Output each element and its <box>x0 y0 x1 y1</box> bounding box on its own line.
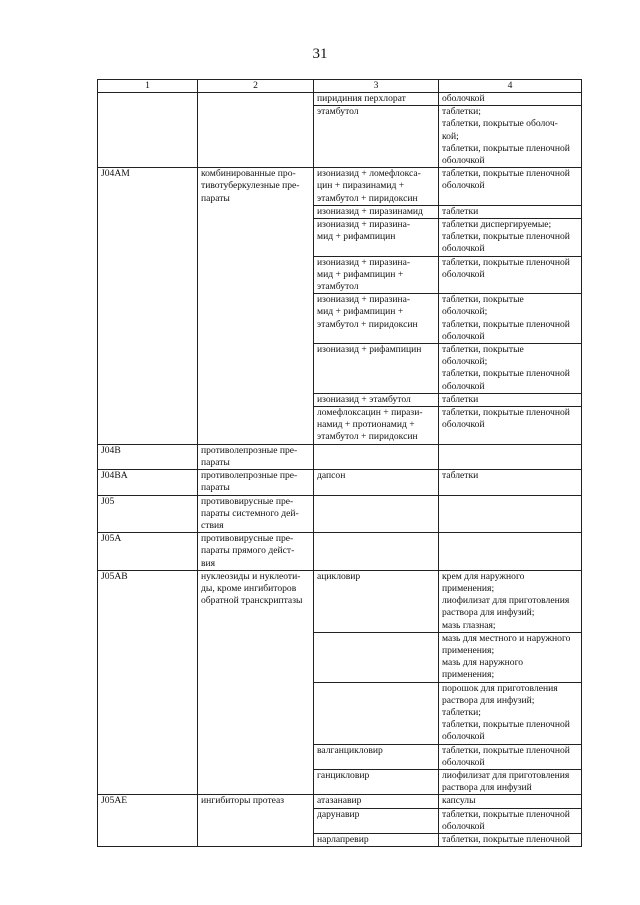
anatomical-group-cell: ингибиторы протеаз <box>198 795 314 847</box>
atc-code-cell: J04AM <box>98 168 198 444</box>
dosage-form-cell <box>439 495 582 533</box>
dosage-form-line: таблетки, покрытые пленочной <box>442 719 570 731</box>
dosage-form-line: лиофилизат для приготовления <box>442 595 570 607</box>
atc-code-cell: J04BA <box>98 470 198 495</box>
dosage-form-line: оболочкой <box>442 243 485 255</box>
drug-name-cell: валганцикловир <box>314 744 439 769</box>
drug-name-cell: дарунавир <box>314 808 439 833</box>
drug-name-cell: пиридиния перхлорат <box>314 93 439 106</box>
atc-code-cell <box>98 93 198 168</box>
dosage-form-cell <box>439 833 582 846</box>
dosage-form-line: раствора для инфузий; <box>442 607 535 619</box>
dosage-form-line: таблетки, покрытые <box>442 294 524 306</box>
drug-name-cell: нарлапревир <box>314 833 439 846</box>
dosage-form-cell <box>439 808 582 833</box>
atc-code-cell: J05AE <box>98 795 198 847</box>
dosage-form-cell <box>439 632 582 682</box>
dosage-form-cell <box>439 256 582 294</box>
dosage-form-line: мазь для наружного <box>442 657 524 669</box>
dosage-form-line: оболочкой; <box>442 356 488 368</box>
dosage-form-cell <box>439 407 582 445</box>
dosage-form-line: оболочкой <box>442 419 485 431</box>
dosage-form-cell <box>439 106 582 168</box>
header-cell: 3 <box>314 80 439 93</box>
drug-name-cell <box>314 632 439 682</box>
dosage-form-line: применения; <box>442 644 495 656</box>
dosage-form-line: таблетки; <box>442 106 481 118</box>
dosage-form-line: таблетки, покрытые пленочной <box>442 142 570 154</box>
dosage-form-line: оболочкой <box>442 820 485 832</box>
dosage-form-line: порошок для приготовления <box>442 682 558 694</box>
table-row <box>98 470 582 495</box>
dosage-form-line: таблетки, покрытые оболоч- <box>442 118 558 130</box>
dosage-form-cell <box>439 344 582 394</box>
drug-name-cell: дапсон <box>314 470 439 495</box>
atc-code-cell: J05 <box>98 495 198 533</box>
atc-code-cell: J04B <box>98 444 198 469</box>
page-number: 31 <box>312 46 328 62</box>
drug-name-cell <box>314 533 439 571</box>
dosage-form-line: применения; <box>442 669 495 681</box>
anatomical-group-cell: нуклеозиды и нуклеоти- ды, кроме ингибиторов обратной транскриптазы <box>198 570 314 795</box>
drug-classification-table <box>97 79 582 847</box>
drug-name-cell: изониазид + пиразина- мид + рифампицин <box>314 219 439 257</box>
dosage-form-line: таблетки диспергируемые; <box>442 219 552 231</box>
header-row <box>98 80 582 93</box>
drug-name-cell <box>314 495 439 533</box>
anatomical-group-cell: комбинированные про- тивотуберкулезные пре- параты <box>198 168 314 444</box>
dosage-form-cell <box>439 682 582 744</box>
dosage-form-line: оболочкой <box>442 268 485 280</box>
dosage-form-cell <box>439 294 582 344</box>
dosage-form-cell <box>439 470 582 495</box>
atc-code-cell: J05A <box>98 533 198 571</box>
drug-name-cell: изониазид + этамбутол <box>314 393 439 406</box>
dosage-form-cell <box>439 744 582 769</box>
drug-name-cell: изониазид + пиразина- мид + рифампицин + этамбутол + пиридоксин <box>314 294 439 344</box>
dosage-form-line: таблетки <box>442 470 479 482</box>
anatomical-group-cell: противовирусные пре- параты прямого дейст- вия <box>198 533 314 571</box>
table-row <box>98 795 582 808</box>
dosage-form-line: применения; <box>442 582 495 594</box>
dosage-form-line: оболочкой <box>442 155 485 167</box>
anatomical-group-cell: противолепрозные пре- параты <box>198 470 314 495</box>
drug-name-cell: атазанавир <box>314 795 439 808</box>
dosage-form-line: таблетки <box>442 393 479 405</box>
dosage-form-line: мазь для местного и наружного <box>442 632 571 644</box>
table-row <box>98 570 582 632</box>
dosage-form-line: таблетки, покрытые пленочной <box>442 318 570 330</box>
dosage-form-line: таблетки, покрытые пленочной <box>442 744 570 756</box>
drug-name-cell: ганцикловир <box>314 769 439 794</box>
dosage-form-line: таблетки, покрытые пленочной <box>442 808 570 820</box>
dosage-form-line: раствора для инфузий; <box>442 694 535 706</box>
dosage-form-cell <box>439 168 582 206</box>
anatomical-group-cell: противолепрозные пре- параты <box>198 444 314 469</box>
dosage-form-cell <box>439 205 582 218</box>
drug-name-cell <box>314 682 439 744</box>
dosage-form-line: таблетки, покрытые пленочной <box>442 256 570 268</box>
dosage-form-line: оболочкой <box>442 330 485 342</box>
atc-code-cell: J05AB <box>98 570 198 795</box>
dosage-form-line: раствора для инфузий <box>442 782 532 794</box>
drug-name-cell: изониазид + рифампицин <box>314 344 439 394</box>
drug-name-cell: ломефлоксацин + пирази- намид + протионамид + этамбутол + пиридоксин <box>314 407 439 445</box>
table-row <box>98 533 582 571</box>
dosage-form-line: оболочкой <box>442 93 485 104</box>
dosage-form-line: таблетки, покрытые <box>442 344 524 356</box>
dosage-form-line: кой; <box>442 130 459 142</box>
dosage-form-cell <box>439 769 582 794</box>
dosage-form-line: крем для наружного <box>442 570 525 582</box>
header-cell: 2 <box>198 80 314 93</box>
dosage-form-cell <box>439 444 582 469</box>
dosage-form-line: оболочкой <box>442 731 485 743</box>
dosage-form-cell <box>439 93 582 106</box>
dosage-form-line: капсулы <box>442 795 476 807</box>
dosage-form-cell <box>439 533 582 571</box>
dosage-form-line: таблетки <box>442 205 479 217</box>
dosage-form-line: таблетки, покрытые пленочной <box>442 833 570 845</box>
drug-name-cell <box>314 444 439 469</box>
drug-name-cell: этамбутол <box>314 106 439 168</box>
drug-name-cell: ацикловир <box>314 570 439 632</box>
dosage-form-line: таблетки, покрытые пленочной <box>442 407 570 419</box>
dosage-form-line: оболочкой; <box>442 306 488 318</box>
header-cell: 1 <box>98 80 198 93</box>
header-cell: 4 <box>439 80 582 93</box>
table-row <box>98 93 582 106</box>
anatomical-group-cell: противовирусные пре- параты системного дей- ствия <box>198 495 314 533</box>
dosage-form-cell <box>439 393 582 406</box>
table-row <box>98 444 582 469</box>
dosage-form-cell <box>439 570 582 632</box>
dosage-form-line: оболочкой <box>442 180 485 192</box>
dosage-form-line: таблетки; <box>442 706 481 718</box>
dosage-form-line: таблетки, покрытые пленочной <box>442 168 570 180</box>
anatomical-group-cell <box>198 93 314 168</box>
dosage-form-line: таблетки, покрытые пленочной <box>442 231 570 243</box>
drug-name-cell: изониазид + пиразинамид <box>314 205 439 218</box>
dosage-form-line: лиофилизат для приготовления <box>442 769 570 781</box>
dosage-form-line: таблетки, покрытые пленочной <box>442 368 570 380</box>
drug-name-cell: изониазид + ломефлокса- цин + пиразинамид + этамбутол + пиридоксин <box>314 168 439 206</box>
dosage-form-cell <box>439 795 582 808</box>
table-row <box>98 495 582 533</box>
table-row <box>98 168 582 206</box>
drug-name-cell: изониазид + пиразина- мид + рифампицин + этамбутол <box>314 256 439 294</box>
dosage-form-line: оболочкой <box>442 756 485 768</box>
dosage-form-cell <box>439 219 582 257</box>
dosage-form-line: мазь глазная; <box>442 619 496 631</box>
dosage-form-line: оболочкой <box>442 380 485 392</box>
